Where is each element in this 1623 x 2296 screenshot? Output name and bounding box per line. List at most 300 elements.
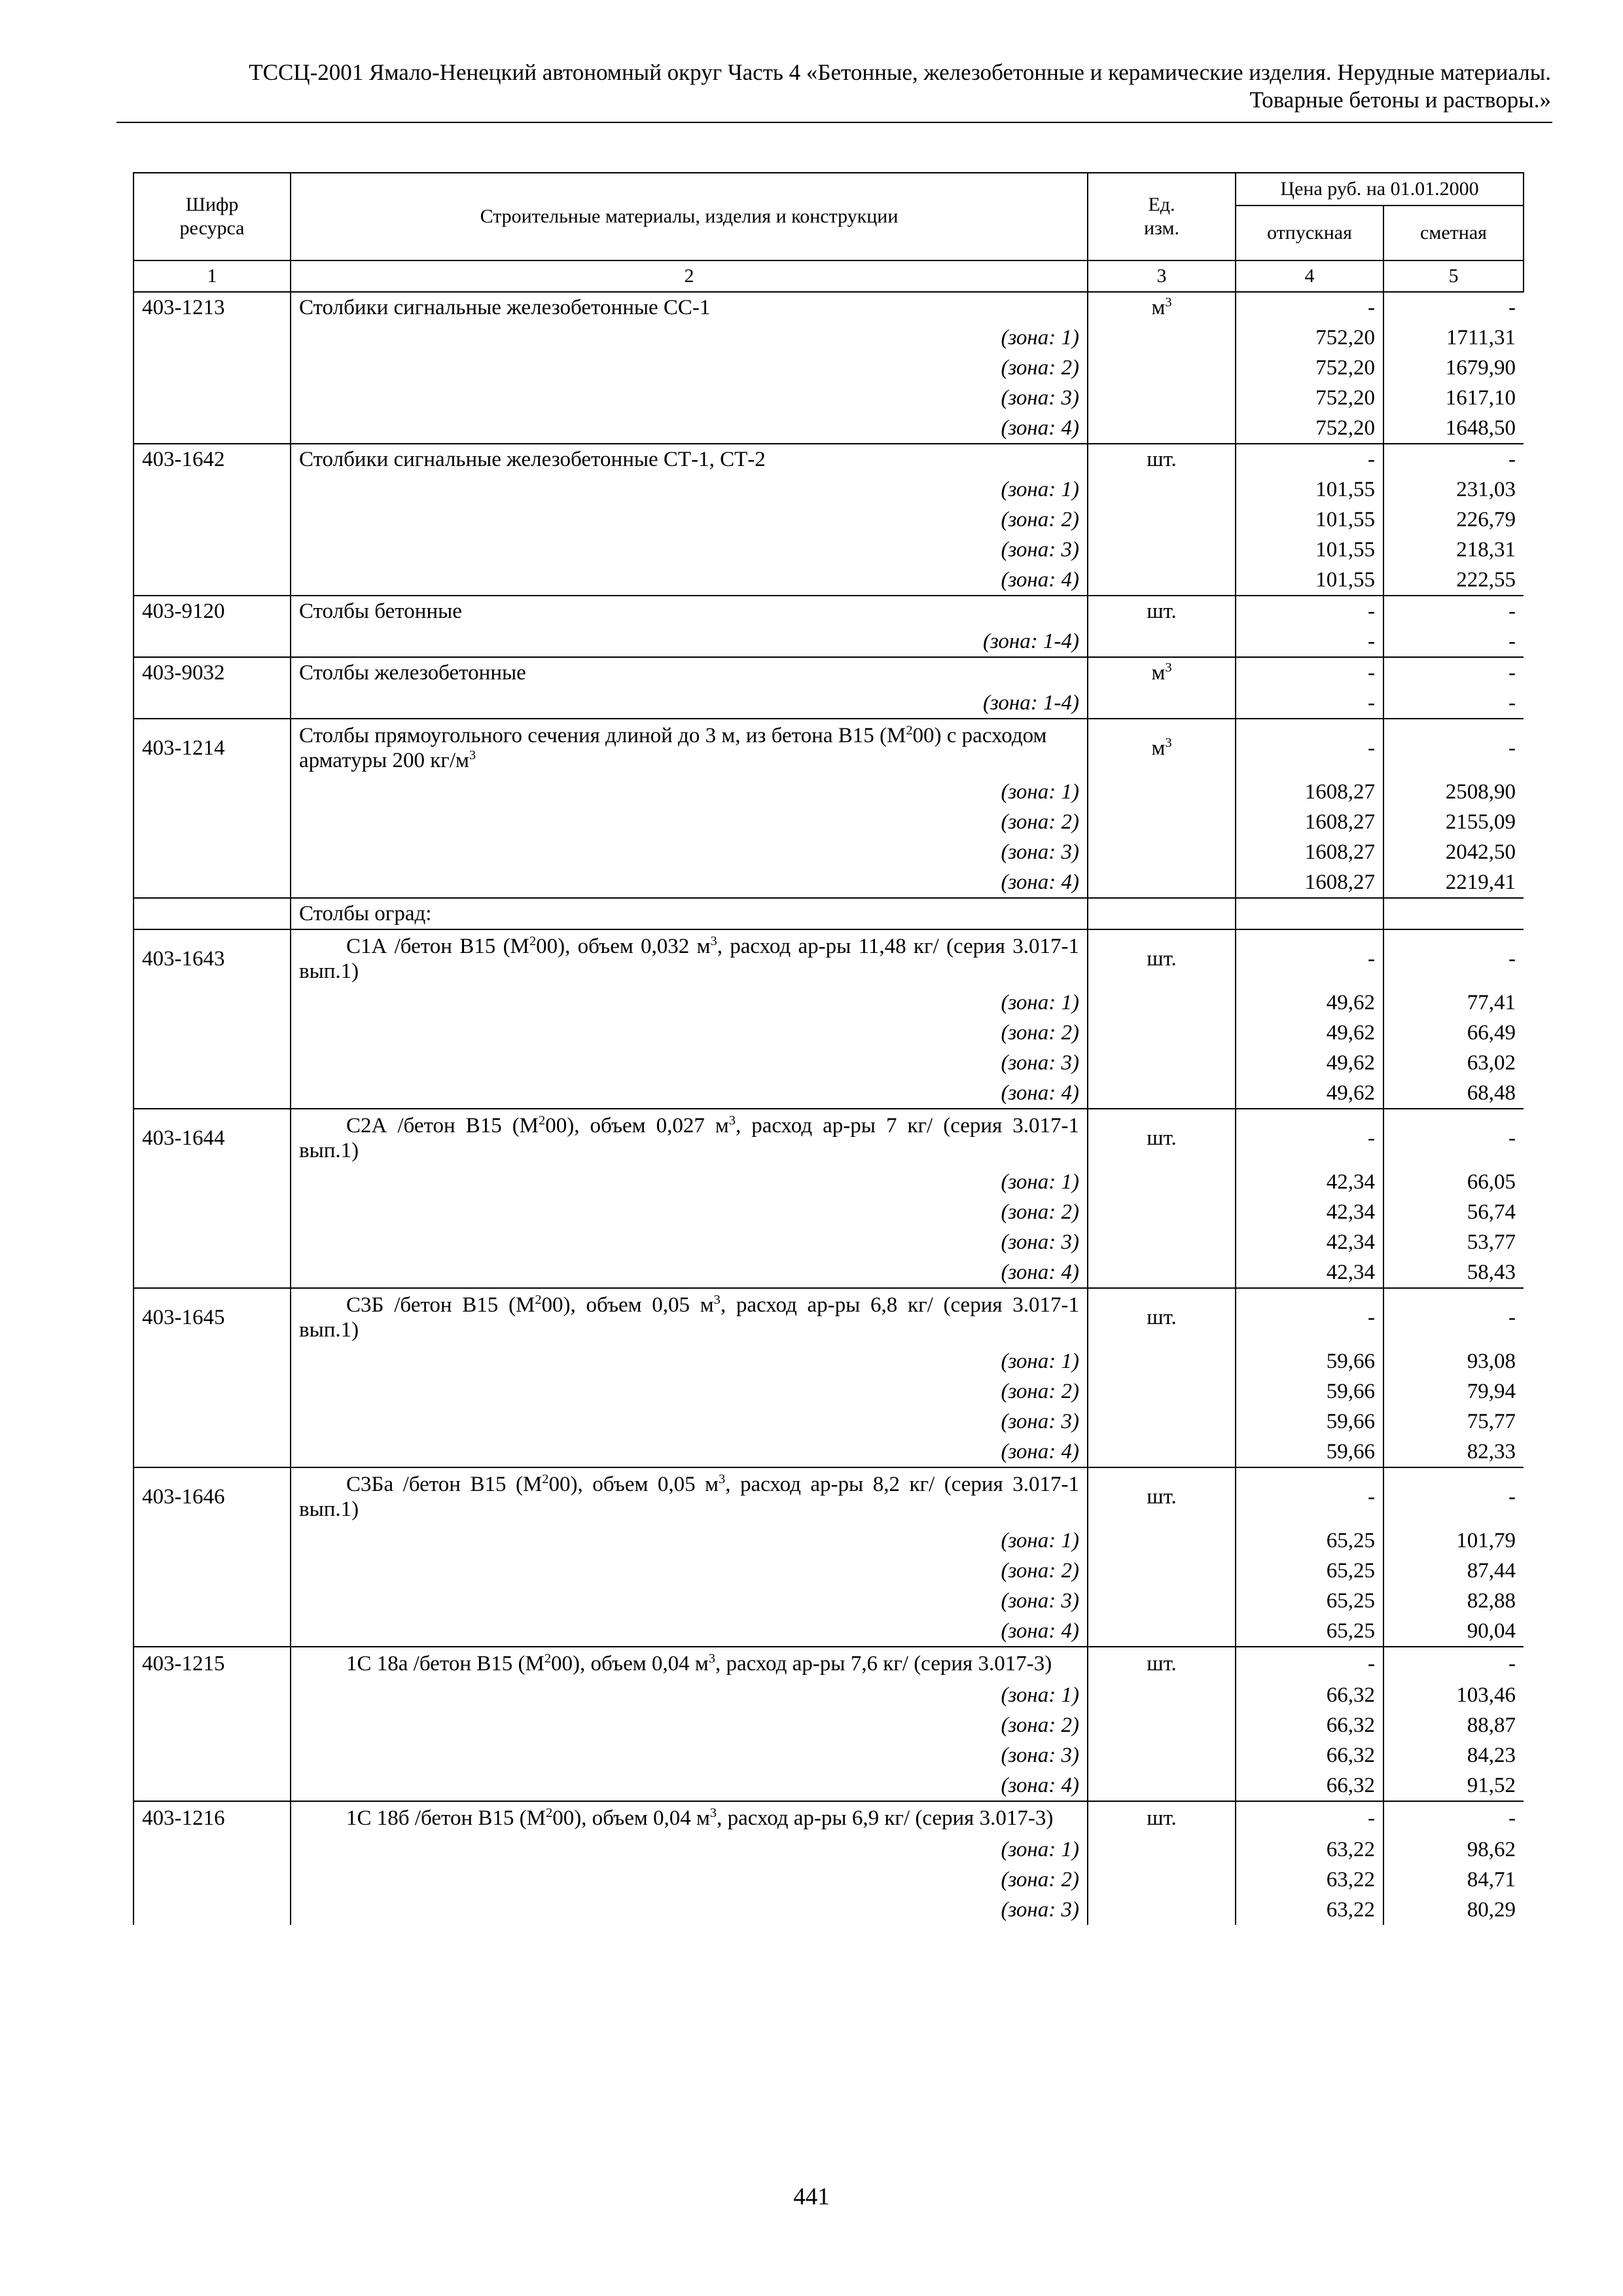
unit-cell	[1088, 1556, 1236, 1586]
resource-name: Столбики сигнальные железобетонные СС-1	[291, 292, 1088, 323]
zone-row	[134, 1710, 1524, 1740]
estimate-price: -	[1383, 657, 1524, 688]
code-cell	[134, 1078, 291, 1109]
code-cell	[134, 837, 291, 867]
estimate-price: 56,74	[1467, 1200, 1516, 1224]
resource-row	[134, 1467, 1524, 1526]
zone-label: (зона: 2)	[291, 1865, 1088, 1895]
unit-cell	[1088, 1197, 1236, 1227]
zone-row	[134, 1227, 1524, 1257]
estimate-price: 88,87	[1467, 1713, 1516, 1737]
estimate-price: 66,05	[1467, 1170, 1516, 1194]
unit-cell	[1088, 1437, 1236, 1467]
release-price: -	[1236, 1109, 1383, 1167]
unit-cell	[1088, 383, 1236, 413]
estimate-price: -	[1383, 1467, 1524, 1526]
estimate-price: 82,88	[1467, 1589, 1516, 1613]
unit-cell	[1088, 1740, 1236, 1770]
estimate-price: 66,49	[1467, 1021, 1516, 1045]
release-price: 1608,27	[1236, 777, 1383, 807]
header-line-2: Товарные бетоны и растворы.»	[1249, 87, 1551, 113]
code-cell	[134, 535, 291, 565]
zone-label: (зона: 2)	[291, 1197, 1088, 1227]
code-cell	[134, 413, 291, 444]
zone-label: (зона: 1)	[291, 988, 1088, 1018]
zone-row	[134, 413, 1524, 444]
resource-code: 403-1216	[134, 1801, 291, 1835]
table-body	[134, 292, 1524, 1925]
code-cell	[134, 626, 291, 657]
release-price: 66,32	[1236, 1770, 1383, 1801]
zone-row	[134, 1407, 1524, 1437]
estimate-price: -	[1383, 1288, 1524, 1346]
zone-label: (зона: 1)	[291, 1346, 1088, 1376]
resource-name: С2А /бетон В15 $(М^200)$, объем 0,027 $м^3$, расход ар-ры 7 кг/ (серия 3.017-1 вып.1)	[291, 1109, 1088, 1167]
zone-row	[134, 1865, 1524, 1895]
estimate-price: -	[1383, 1801, 1524, 1835]
release-price: 66,32	[1236, 1680, 1383, 1710]
unit-cell	[1088, 688, 1236, 719]
estimate-price: -	[1383, 1109, 1524, 1167]
zone-label: (зона: 2)	[291, 1376, 1088, 1407]
zone-row	[134, 1257, 1524, 1288]
resource-name: С3Б /бетон В15 $(М^200)$, объем 0,05 $м^3$, расход ар-ры 6,8 кг/ (серия 3.017-1 вып.1)	[291, 1288, 1088, 1346]
release-price: 49,62	[1236, 1018, 1383, 1048]
zone-label: (зона: 1-4)	[291, 626, 1088, 657]
zone-row	[134, 1167, 1524, 1197]
unit-cell	[1088, 1048, 1236, 1078]
code-cell	[134, 1680, 291, 1710]
release-price	[1236, 898, 1383, 929]
estimate-price	[1383, 898, 1524, 929]
zone-row	[134, 1556, 1524, 1586]
zone-label: (зона: 1)	[291, 1167, 1088, 1197]
unit-cell	[1088, 988, 1236, 1018]
zone-label: (зона: 4)	[291, 413, 1088, 444]
unit-cell	[1088, 475, 1236, 505]
zone-row	[134, 535, 1524, 565]
estimate-price: 75,77	[1467, 1410, 1516, 1433]
unit-cell: шт.	[1088, 596, 1236, 626]
zone-row	[134, 353, 1524, 383]
unit-cell: шт.	[1088, 1467, 1236, 1526]
resource-name: Столбы бетонные	[291, 596, 1088, 626]
release-price: 42,34	[1236, 1227, 1383, 1257]
resource-code: 403-1213	[134, 292, 291, 323]
code-cell	[134, 1257, 291, 1288]
code-cell	[134, 1407, 291, 1437]
code-cell	[134, 1376, 291, 1407]
zone-row	[134, 837, 1524, 867]
resource-name: 1С 18а /бетон В15 $(М^200)$, объем 0,04 $м^3$, расход ар-ры 7,6 кг/ (серия 3.017-3)	[291, 1647, 1088, 1680]
release-price: 66,32	[1236, 1740, 1383, 1770]
resource-row	[134, 657, 1524, 688]
resource-code: 403-9120	[134, 596, 291, 626]
code-cell	[134, 1437, 291, 1467]
header-name: Строительные материалы, изделия и конструкции	[291, 173, 1088, 260]
zone-row	[134, 1078, 1524, 1109]
estimate-price: -	[1383, 596, 1524, 626]
unit-cell: шт.	[1088, 444, 1236, 475]
resource-row	[134, 444, 1524, 475]
release-price: 63,22	[1236, 1865, 1383, 1895]
code-cell	[134, 353, 291, 383]
estimate-price: 90,04	[1467, 1619, 1516, 1643]
zone-label: (зона: 2)	[291, 807, 1088, 837]
unit-cell	[1088, 1526, 1236, 1556]
code-cell	[134, 505, 291, 535]
zone-row	[134, 1048, 1524, 1078]
unit-cell	[1088, 1167, 1236, 1197]
unit-cell: $м^3$	[1088, 292, 1236, 323]
release-price: 49,62	[1236, 988, 1383, 1018]
release-price: -	[1236, 688, 1383, 719]
zone-label: (зона: 1)	[291, 1680, 1088, 1710]
unit-cell	[1088, 807, 1236, 837]
resource-row	[134, 596, 1524, 626]
resource-code: 403-1215	[134, 1647, 291, 1680]
zone-row	[134, 1346, 1524, 1376]
zone-label: (зона: 1-4)	[291, 688, 1088, 719]
resource-row	[134, 1109, 1524, 1167]
code-cell	[134, 1556, 291, 1586]
estimate-price: 91,52	[1467, 1774, 1516, 1797]
unit-cell: $м^3$	[1088, 657, 1236, 688]
zone-row	[134, 688, 1524, 719]
estimate-price: -	[1508, 630, 1516, 653]
release-price: 42,34	[1236, 1197, 1383, 1227]
estimate-price: 226,79	[1456, 508, 1516, 531]
zone-row	[134, 1376, 1524, 1407]
zone-label: (зона: 3)	[291, 1227, 1088, 1257]
release-price: -	[1236, 1801, 1383, 1835]
estimate-price: 77,41	[1467, 991, 1516, 1014]
release-price: -	[1236, 929, 1383, 988]
release-price: -	[1236, 657, 1383, 688]
estimate-price: 101,79	[1456, 1529, 1516, 1552]
estimate-price: 98,62	[1467, 1838, 1516, 1861]
estimate-price: 63,02	[1467, 1051, 1516, 1075]
estimate-price: 84,23	[1467, 1744, 1516, 1767]
unit-cell	[1088, 1227, 1236, 1257]
zone-row	[134, 1197, 1524, 1227]
zone-label: (зона: 1)	[291, 1526, 1088, 1556]
release-price: -	[1236, 292, 1383, 323]
resource-name: Столбы железобетонные	[291, 657, 1088, 688]
zone-row	[134, 1018, 1524, 1048]
resource-row	[134, 1288, 1524, 1346]
unit-cell	[1088, 1257, 1236, 1288]
release-price: 1608,27	[1236, 867, 1383, 898]
code-cell	[134, 1167, 291, 1197]
estimate-price: 79,94	[1467, 1380, 1516, 1403]
code-cell	[134, 1346, 291, 1376]
resource-name: Столбики сигнальные железобетонные СТ-1, СТ-2	[291, 444, 1088, 475]
estimate-price: 103,46	[1456, 1683, 1516, 1707]
release-price: 65,25	[1236, 1526, 1383, 1556]
table-header	[134, 173, 1524, 292]
code-cell	[134, 1018, 291, 1048]
zone-label: (зона: 4)	[291, 867, 1088, 898]
release-price: 65,25	[1236, 1586, 1383, 1616]
zone-label: (зона: 2)	[291, 353, 1088, 383]
resource-row	[134, 719, 1524, 777]
code-cell	[134, 1835, 291, 1865]
column-number: 2	[291, 260, 1088, 292]
release-price: 49,62	[1236, 1078, 1383, 1109]
zone-label: (зона: 3)	[291, 1740, 1088, 1770]
unit-cell	[1088, 1346, 1236, 1376]
section-row	[134, 898, 1524, 929]
code-cell	[134, 323, 291, 353]
unit-cell	[1088, 1835, 1236, 1865]
header-rule	[116, 122, 1552, 123]
resource-name: 1С 18б /бетон В15 $(М^200)$, объем 0,04 $м^3$, расход ар-ры 6,9 кг/ (серия 3.017-3)	[291, 1801, 1088, 1835]
release-price: -	[1236, 596, 1383, 626]
zone-row	[134, 323, 1524, 353]
zone-row	[134, 1526, 1524, 1556]
unit-cell: шт.	[1088, 1288, 1236, 1346]
estimate-price: 80,29	[1467, 1898, 1516, 1922]
release-price: 42,34	[1236, 1257, 1383, 1288]
release-price: -	[1236, 719, 1383, 777]
unit-cell	[1088, 1770, 1236, 1801]
zone-label: (зона: 1)	[291, 777, 1088, 807]
zone-row	[134, 807, 1524, 837]
release-price: -	[1236, 626, 1383, 657]
unit-cell	[1088, 1616, 1236, 1647]
zone-label: (зона: 3)	[291, 1895, 1088, 1925]
unit-cell	[1088, 353, 1236, 383]
zone-row	[134, 565, 1524, 596]
estimate-price: 1648,50	[1445, 416, 1516, 440]
code-cell	[134, 1048, 291, 1078]
unit-cell	[1088, 1078, 1236, 1109]
code-cell	[134, 1227, 291, 1257]
estimate-price: -	[1383, 292, 1524, 323]
code-cell	[134, 475, 291, 505]
code-cell	[134, 1197, 291, 1227]
unit-cell	[1088, 837, 1236, 867]
zone-label: (зона: 4)	[291, 1078, 1088, 1109]
resource-code: 403-1645	[134, 1288, 291, 1346]
zone-label: (зона: 4)	[291, 1616, 1088, 1647]
release-price: -	[1236, 1467, 1383, 1526]
release-price: 63,22	[1236, 1895, 1383, 1925]
code-cell	[134, 988, 291, 1018]
unit-cell	[1088, 413, 1236, 444]
unit-cell	[1088, 1710, 1236, 1740]
release-price: 59,66	[1236, 1376, 1383, 1407]
estimate-price: 1679,90	[1445, 356, 1516, 380]
estimate-price: -	[1383, 444, 1524, 475]
unit-cell	[1088, 565, 1236, 596]
zone-row	[134, 867, 1524, 898]
code-cell	[134, 688, 291, 719]
code-cell	[134, 1865, 291, 1895]
header-price-group: Цена руб. на 01.01.2000	[1236, 173, 1524, 206]
header-estimate-price: сметная	[1383, 206, 1524, 260]
estimate-price: 2155,09	[1445, 810, 1516, 834]
zone-label: (зона: 1)	[291, 475, 1088, 505]
resource-code: 403-9032	[134, 657, 291, 688]
estimate-price: 222,55	[1456, 568, 1516, 592]
zone-row	[134, 1437, 1524, 1467]
zone-label: (зона: 2)	[291, 1710, 1088, 1740]
header-line-1: ТССЦ-2001 Ямало-Ненецкий автономный округ Часть 4 «Бетонные, железобетонные и керамические изделия. Нерудные материалы.	[249, 60, 1551, 85]
zone-row	[134, 777, 1524, 807]
zone-label: (зона: 1)	[291, 1835, 1088, 1865]
resource-code: 403-1643	[134, 929, 291, 988]
release-price: 59,66	[1236, 1407, 1383, 1437]
zone-row	[134, 1770, 1524, 1801]
release-price: -	[1236, 444, 1383, 475]
code-cell	[134, 1526, 291, 1556]
page-header	[118, 59, 1551, 114]
resource-row	[134, 292, 1524, 323]
zone-label: (зона: 3)	[291, 535, 1088, 565]
code-cell	[134, 1770, 291, 1801]
code-cell	[134, 1710, 291, 1740]
zone-row	[134, 1740, 1524, 1770]
zone-row	[134, 988, 1524, 1018]
unit-cell	[1088, 1407, 1236, 1437]
resource-code: 403-1644	[134, 1109, 291, 1167]
release-price: 1608,27	[1236, 837, 1383, 867]
release-price: 752,20	[1236, 413, 1383, 444]
zone-label: (зона: 3)	[291, 383, 1088, 413]
release-price: 59,66	[1236, 1437, 1383, 1467]
release-price: 1608,27	[1236, 807, 1383, 837]
unit-cell	[1088, 777, 1236, 807]
unit-cell	[1088, 898, 1236, 929]
estimate-price: 58,43	[1467, 1261, 1516, 1284]
release-price: -	[1236, 1647, 1383, 1680]
code-cell	[134, 777, 291, 807]
release-price: 63,22	[1236, 1835, 1383, 1865]
estimate-price: 218,31	[1456, 538, 1516, 562]
zone-row	[134, 1895, 1524, 1925]
release-price: 65,25	[1236, 1616, 1383, 1647]
estimate-price: 1617,10	[1445, 386, 1516, 410]
estimate-price: 93,08	[1467, 1350, 1516, 1373]
unit-cell: шт.	[1088, 1109, 1236, 1167]
zone-label: (зона: 4)	[291, 1257, 1088, 1288]
zone-row	[134, 505, 1524, 535]
zone-label: (зона: 3)	[291, 1407, 1088, 1437]
zone-row	[134, 626, 1524, 657]
header-release-price: отпускная	[1236, 206, 1383, 260]
estimate-price: 84,71	[1467, 1868, 1516, 1892]
unit-cell: шт.	[1088, 1801, 1236, 1835]
unit-cell	[1088, 1586, 1236, 1616]
estimate-price: 2042,50	[1445, 840, 1516, 864]
estimate-price: -	[1383, 719, 1524, 777]
unit-cell: $м^3$	[1088, 719, 1236, 777]
estimate-price: 87,44	[1467, 1559, 1516, 1583]
estimate-price: 1711,31	[1446, 326, 1516, 350]
estimate-price: 231,03	[1456, 478, 1516, 501]
code-cell	[134, 383, 291, 413]
estimate-price: 82,33	[1467, 1440, 1516, 1463]
code-cell	[134, 867, 291, 898]
estimate-price: 53,77	[1467, 1230, 1516, 1254]
page-number: 441	[793, 2183, 830, 2210]
estimate-price: -	[1383, 929, 1524, 988]
estimate-price: -	[1383, 1647, 1524, 1680]
release-price: 101,55	[1236, 475, 1383, 505]
unit-cell	[1088, 323, 1236, 353]
code-cell	[134, 565, 291, 596]
resource-code	[134, 898, 291, 929]
estimate-price: 2508,90	[1445, 780, 1516, 804]
zone-row	[134, 1616, 1524, 1647]
zone-label: (зона: 3)	[291, 1586, 1088, 1616]
unit-cell	[1088, 1895, 1236, 1925]
resource-row	[134, 929, 1524, 988]
estimate-price: -	[1508, 691, 1516, 715]
resource-name: С1А /бетон В15 $(М^200)$, объем 0,032 $м^3$, расход ар-ры 11,48 кг/ (серия 3.017-1 вып.1)	[291, 929, 1088, 988]
resource-code: 403-1646	[134, 1467, 291, 1526]
zone-label: (зона: 4)	[291, 565, 1088, 596]
resource-code: 403-1214	[134, 719, 291, 777]
column-number-row	[134, 260, 1524, 292]
unit-cell	[1088, 1018, 1236, 1048]
release-price: 101,55	[1236, 565, 1383, 596]
resource-name: С3Ба /бетон В15 $(М^200)$, объем 0,05 $м^3$, расход ар-ры 8,2 кг/ (серия 3.017-1 вып.1)	[291, 1467, 1088, 1526]
zone-label: (зона: 3)	[291, 1048, 1088, 1078]
unit-cell: шт.	[1088, 1647, 1236, 1680]
zone-row	[134, 383, 1524, 413]
header-code: Шифр ресурса	[134, 173, 291, 260]
release-price: 59,66	[1236, 1346, 1383, 1376]
code-cell	[134, 807, 291, 837]
release-price: 101,55	[1236, 535, 1383, 565]
zone-row	[134, 1835, 1524, 1865]
column-number: 1	[134, 260, 291, 292]
unit-cell	[1088, 867, 1236, 898]
zone-label: (зона: 2)	[291, 1018, 1088, 1048]
column-number: 5	[1383, 260, 1524, 292]
unit-cell	[1088, 1865, 1236, 1895]
release-price: 49,62	[1236, 1048, 1383, 1078]
resource-row	[134, 1801, 1524, 1835]
estimate-price: 2219,41	[1445, 870, 1516, 894]
release-price: 752,20	[1236, 383, 1383, 413]
zone-label: (зона: 2)	[291, 505, 1088, 535]
resource-name: Столбы прямоугольного сечения длиной до 3 м, из бетона В15 $(М^200)$ с расходом арматуры 200 $кг/м^3$	[291, 719, 1088, 777]
release-price: 752,20	[1236, 323, 1383, 353]
column-number: 4	[1236, 260, 1383, 292]
code-cell	[134, 1616, 291, 1647]
unit-cell	[1088, 535, 1236, 565]
column-number: 3	[1088, 260, 1236, 292]
code-cell	[134, 1740, 291, 1770]
code-cell	[134, 1895, 291, 1925]
zone-row	[134, 1586, 1524, 1616]
price-table	[133, 172, 1524, 1925]
release-price: 65,25	[1236, 1556, 1383, 1586]
resource-code: 403-1642	[134, 444, 291, 475]
resource-row	[134, 1647, 1524, 1680]
release-price: 42,34	[1236, 1167, 1383, 1197]
release-price: 752,20	[1236, 353, 1383, 383]
unit-cell	[1088, 505, 1236, 535]
resource-name: Столбы оград:	[291, 898, 1088, 929]
unit-cell	[1088, 626, 1236, 657]
unit-cell	[1088, 1680, 1236, 1710]
zone-label: (зона: 2)	[291, 1556, 1088, 1586]
